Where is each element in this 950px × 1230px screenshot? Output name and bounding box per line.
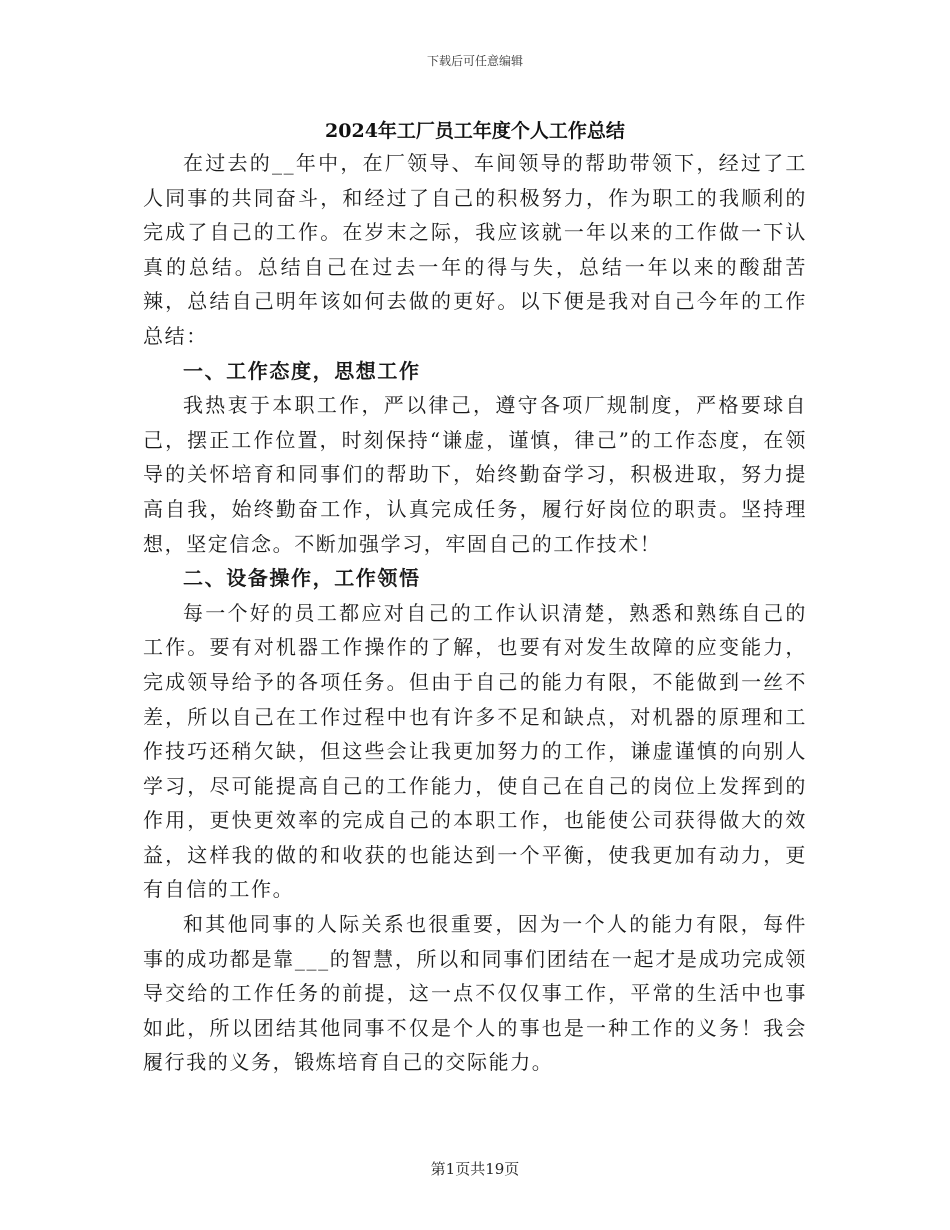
section-1-paragraph: 我热衷于本职工作，严以律己，遵守各项厂规制度，严格要球自己，摆正工作位置，时刻保持“谦虚，谨慎，律己”的工作态度，在领导的关怀培育和同事们的帮助下，始终勤奋学习，积极进取，努力提高自我，始终勤奋工作，认真完成任务，履行好岗位的职责。坚持理想，坚定信念。不断加强学习，牢固自己的工作技术！: [143, 393, 807, 556]
section-2-paragraph-1: 每一个好的员工都应对自己的工作认识清楚，熟悉和熟练自己的工作。要有对机器工作操作的了解，也要有对发生故障的应变能力，完成领导给予的各项任务。但由于自己的能力有限，不能做到一丝不差，所以自己在工作过程中也有许多不足和缺点，对机器的原理和工作技巧还稍欠缺，但这些会让我更加努力的工作，谦虚谨慎的向别人学习，尽可能提高自己的工作能力，使自己在自己的岗位上发挥到的作用，更快更效率的完成自己的本职工作，也能使公司获得做大的效益，这样我的做的和收获的也能达到一个平衡，使我更加有动力，更有自信的工作。: [143, 600, 807, 902]
section-1-heading: 一、工作态度，思想工作: [183, 358, 421, 383]
document-body: [143, 146, 807, 1080]
section-2-paragraph-2: 和其他同事的人际关系也很重要，因为一个人的能力有限，每件事的成功都是靠___的智慧，所以和同事们团结在一起才是成功完成领导交给的工作任务的前提，这一点不仅仅事工作，平常的生活中也事如此，所以团结其他同事不仅是个人的事也是一种工作的义务！我会履行我的义务，锻炼培育自己的交际能力。: [143, 912, 807, 1075]
page-header: 下载后可任意编辑: [426, 54, 523, 68]
section-2-heading: 二、设备操作，工作领悟: [183, 566, 421, 591]
document-title: 2024年工厂员工年度个人工作总结: [325, 120, 625, 142]
intro-paragraph: 在过去的__年中，在厂领导、车间领导的帮助带领下，经过了工人同事的共同奋斗，和经过了自己的积极努力，作为职工的我顺利的完成了自己的工作。在岁末之际，我应该就一年以来的工作做一下认真的总结。总结自己在过去一年的得与失，总结一年以来的酸甜苦辣，总结自己明年该如何去做的更好。以下便是我对自己今年的工作总结：: [143, 151, 807, 348]
page-number: 第1页共19页: [430, 1160, 520, 1178]
